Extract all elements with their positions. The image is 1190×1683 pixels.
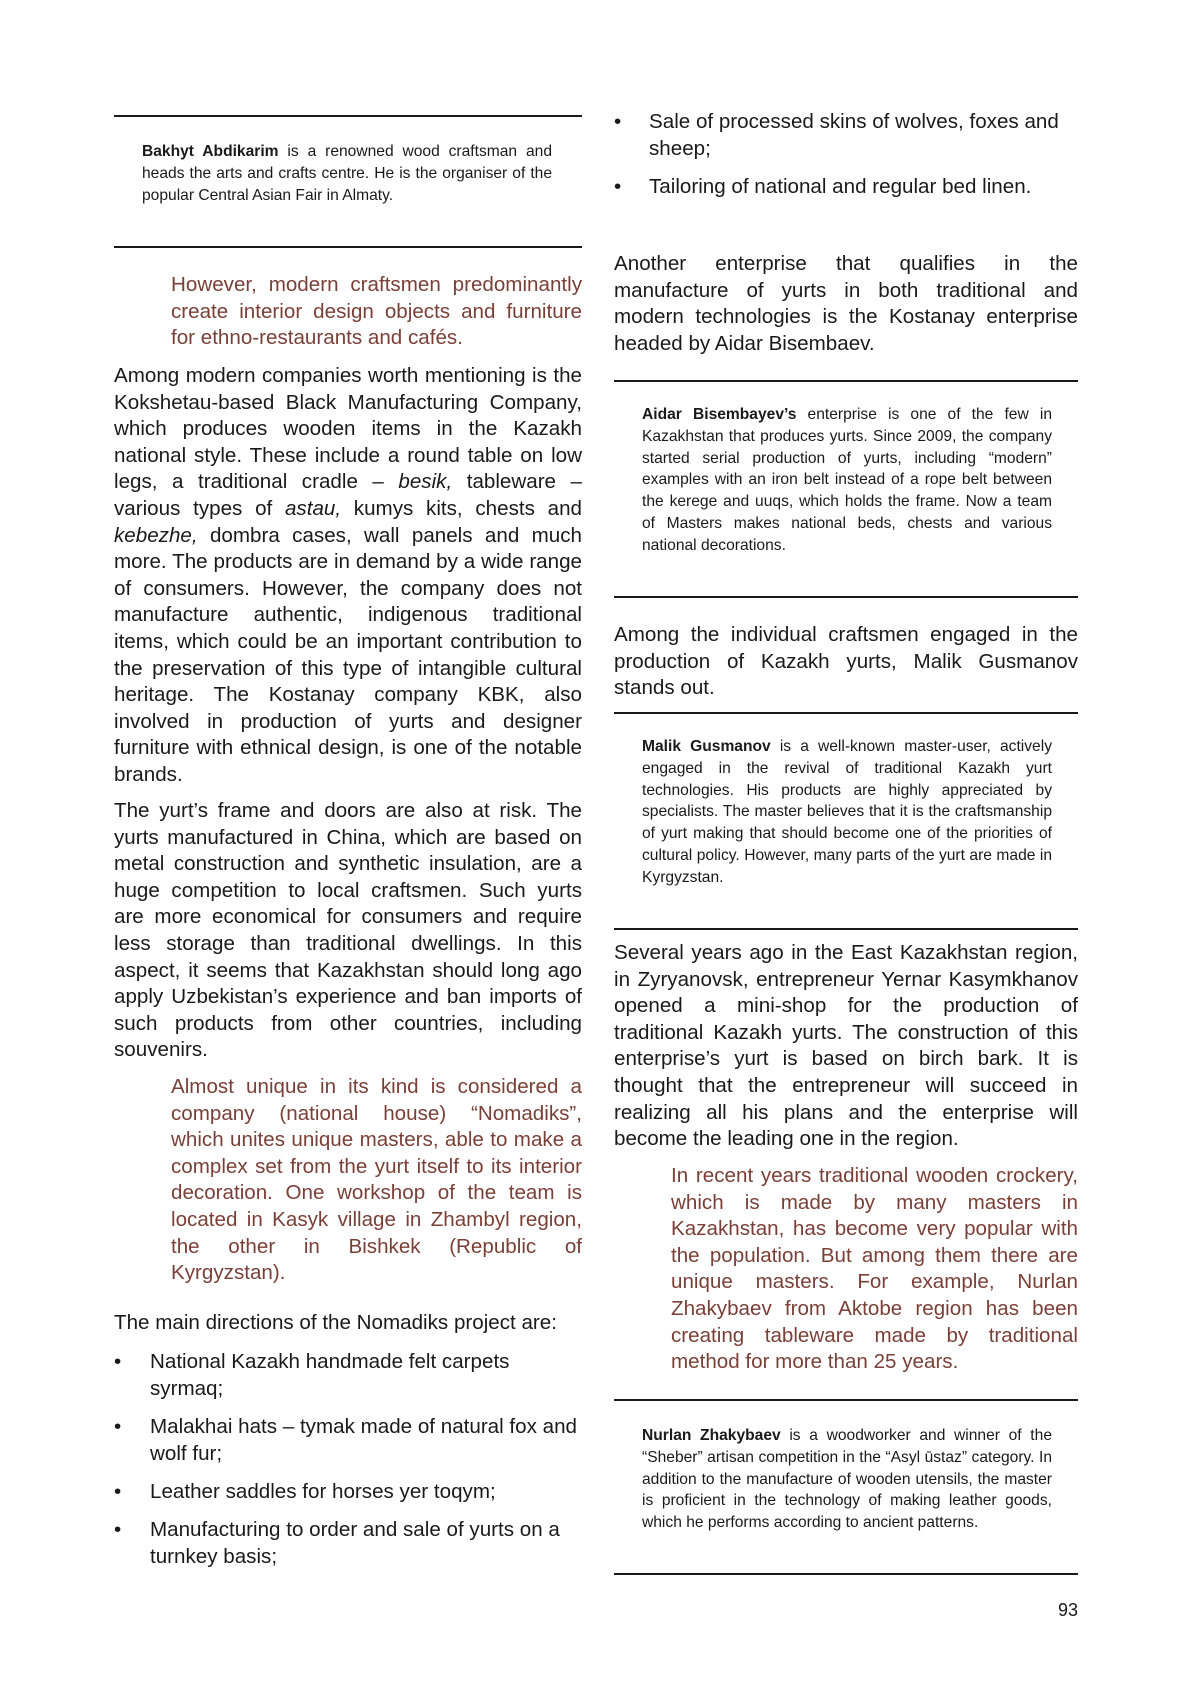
pull-quote: However, modern craftsmen predominantly create interior design objects and furniture for ethno-restaurants and cafés. xyxy=(171,273,582,350)
italic-term: astau, xyxy=(284,496,342,520)
profile-name: Nurlan Zhakybaev xyxy=(642,1427,781,1444)
profile-box-aidar xyxy=(642,404,1052,557)
italic-term: besik, xyxy=(398,470,453,494)
body-paragraph: Another enterprise that qualifies in the manufacture of yurts in both traditional and modern technologies is the Kostanay enterprise headed by Aidar Bisembaev. xyxy=(614,252,1078,355)
divider xyxy=(614,928,1078,930)
text-run: kumys kits, chests and xyxy=(341,496,582,520)
body-paragraph: The yurt’s frame and doors are also at risk. The yurts manufactured in China, which are based on metal construction and synthetic insulation, are a huge competition to local craftsmen. Such yurts are more economical for consumers and require less storage than traditional dwellings. In this aspect, it seems that Kazakhstan should long ago apply Uzbekistan’s experience and ban imports of such products from other countries, including souvenirs. xyxy=(114,799,582,1062)
list-item-text: Sale of processed skins of wolves, foxes and sheep; xyxy=(649,110,1059,160)
profile-box-malik xyxy=(642,736,1052,889)
body-paragraph: Among the individual craftsmen engaged in the production of Kazakh yurts, Malik Gusmanov stands out. xyxy=(614,623,1078,700)
italic-term: kebezhe, xyxy=(114,523,198,547)
divider xyxy=(614,1573,1078,1575)
bullet-icon: • xyxy=(114,1415,122,1438)
bullet-icon: • xyxy=(114,1480,122,1503)
divider xyxy=(114,115,582,117)
text-run: dombra cases, wall panels and much more. The products are in demand by a wide range of consumers. However, the company does not manufacture authentic, indigenous traditional items, which could be an important contribution to the preservation of this type of intangible cultural heritage. The Kostanay company KBK, also involved in production of yurts and designer furniture with ethnical design, is one of the notable brands. xyxy=(114,523,582,786)
text-run: tableware – various types of xyxy=(114,470,582,520)
profile-name: Bakhyt Abdikarim xyxy=(142,143,279,160)
pull-quote: Almost unique in its kind is considered a company (national house) “Nomadiks”, which unites unique masters, able to make a complex set from the yurt itself to its interior decoration. One workshop of the team is located in Kasyk village in Zhambyl region, the other in Bishkek (Republic of Kyrgyzstan). xyxy=(171,1075,582,1285)
body-paragraph xyxy=(114,363,582,789)
profile-box-bakhyt xyxy=(142,141,552,206)
list-item-text: Tailoring of national and regular bed linen. xyxy=(649,175,1032,198)
body-paragraph: Several years ago in the East Kazakhstan region, in Zyryanovsk, entrepreneur Yernar Kasymkhanov opened a mini-shop for the production of traditional Kazakh yurts. The construction of this enterprise’s yurt is based on birch bark. It is thought that the entrepreneur will succeed in realizing all his plans and the enterprise will become the leading one in the region. xyxy=(614,941,1078,1151)
divider xyxy=(614,712,1078,714)
list-item-text: Leather saddles for horses yer toqym; xyxy=(150,1480,496,1503)
page-number: 93 xyxy=(1058,1600,1079,1620)
list-item-text: Manufacturing to order and sale of yurts on a turnkey basis; xyxy=(150,1518,560,1568)
bullet-icon: • xyxy=(114,1518,122,1541)
body-paragraph: The main directions of the Nomadiks project are: xyxy=(114,1311,557,1334)
list-item-text: National Kazakh handmade felt carpets syrmaq; xyxy=(150,1350,510,1400)
bullet-icon: • xyxy=(114,1350,122,1373)
bullet-icon: • xyxy=(614,175,622,198)
profile-name: Aidar Bisembayev’s xyxy=(642,406,797,423)
pull-quote: In recent years traditional wooden crockery, which is made by many masters in Kazakhstan, has become very popular with the population. But among them there are unique masters. For example, Nurlan Zhakybaev from Aktobe region has been creating tableware made by traditional method for more than 25 years. xyxy=(671,1164,1078,1374)
divider xyxy=(114,246,582,248)
divider xyxy=(614,1399,1078,1401)
divider xyxy=(614,380,1078,382)
profile-name: Malik Gusmanov xyxy=(642,738,771,755)
list-item-text: Malakhai hats – tymak made of natural fox and wolf fur; xyxy=(150,1415,577,1465)
profile-text: is a renowned wood craftsman and heads the arts and crafts centre. He is the organiser of the popular Central Asian Fair in Almaty. xyxy=(142,143,552,204)
text-run: Among modern companies worth mentioning is the Kokshetau-based Black Manufacturing Company, which produces wooden items in the Kazakh national style. These include a round table on low legs, a traditional cradle – xyxy=(114,364,582,494)
divider xyxy=(614,596,1078,598)
profile-text: is a woodworker and winner of the “Sheber” artisan competition in the “Asyl ūstaz” category. In addition to the manufacture of wooden utensils, the master is proficient in the technology of making leather goods, which he performs according to ancient patterns. xyxy=(642,1427,1052,1532)
profile-box-nurlan xyxy=(642,1425,1052,1534)
bullet-icon: • xyxy=(614,110,622,133)
profile-text: is a well-known master-user, actively engaged in the revival of traditional Kazakh yurt technologies. His products are highly appreciated by specialists. The master believes that it is the craftsmanship of yurt making that should become one of the priorities of cultural policy. However, many parts of the yurt are made in Kyrgyzstan. xyxy=(642,738,1052,886)
profile-text: enterprise is one of the few in Kazakhstan that produces yurts. Since 2009, the company started serial production of yurts, including “modern” examples with an iron belt instead of a rope belt between the kerege and uuqs, which holds the frame. Now a team of Masters makes national beds, chests and various national decorations. xyxy=(642,406,1052,554)
